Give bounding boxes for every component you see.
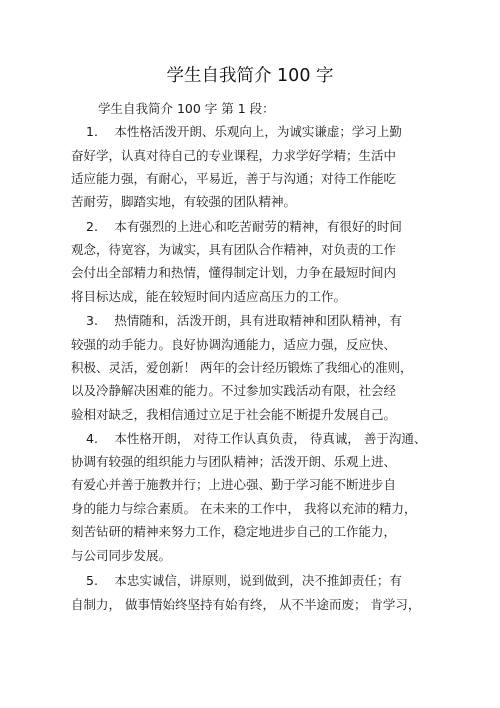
paragraph-line: 4. 本性格开朗， 对待工作认真负责， 待真诚， 善于沟通、 xyxy=(86,431,427,446)
paragraph-line: 观念，待宽容，为诚实，具有团队合作精神，对负责的工作 xyxy=(71,242,397,257)
paragraph-line: 有爱心并善于施教并行；上进心强、勤于学习能不断进步自 xyxy=(71,477,397,492)
paragraph-line: 会付出全部精力和热情，懂得制定计划，力争在最短时间内 xyxy=(71,265,397,280)
paragraph-line: 身的能力与综合素质。 在未来的工作中， 我将以充沛的精力， xyxy=(71,501,417,516)
paragraph-line: 积极、灵活，爱创新！ 两年的会计经历锻炼了我细心的准则， xyxy=(71,360,413,375)
paragraph-line: 以及冷静解决困难的能力。不过参加实践活动有限，社会经 xyxy=(71,383,397,398)
paragraph-line: 5. 本忠实诚信，讲原则，说到做到，决不推卸责任；有 xyxy=(86,573,402,588)
paragraph-line: 奋好学，认真对待自己的专业课程，力求学好学精；生活中 xyxy=(71,148,397,163)
paragraph-line: 2. 本有强烈的上进心和吃苦耐劳的精神，有很好的时间 xyxy=(86,219,402,234)
paragraph-line: 自制力， 做事情始终坚持有始有终， 从不半途而废； 肯学习， xyxy=(71,597,421,612)
paragraph-line: 与公司同步发展。 xyxy=(71,548,172,563)
paragraph-line: 1. 本性格活泼开朗、乐观向上，为诚实谦虚；学习上勤 xyxy=(86,124,402,139)
paragraph-line: 适应能力强，有耐心，平易近，善于与沟通；对待工作能吃 xyxy=(71,171,397,186)
paragraph-line: 将目标达成，能在较短时间内适应高压力的工作。 xyxy=(71,289,347,304)
paragraph-line: 3. 热情随和，活泼开朗，具有进取精神和团队精神，有 xyxy=(86,313,402,328)
paragraph-line: 较强的动手能力。良好协调沟通能力，适应力强，反应快、 xyxy=(71,337,397,352)
paragraph-line: 协调有较强的组织能力与团队精神；活泼开朗、乐观上进、 xyxy=(71,454,397,469)
paragraph-line: 苦耐劳，脚踏实地，有较强的团队精神。 xyxy=(71,194,297,209)
paragraph-line: 刻苦钻研的精神来努力工作，稳定地进步自己的工作能力， xyxy=(71,524,397,539)
document-title: 学生自我简介 100 字 xyxy=(166,66,334,86)
paragraph-line: 验相对缺乏，我相信通过立足于社会能不断提升发展自己。 xyxy=(71,407,397,422)
section-heading: 学生自我简介 100 字 第 1 段： xyxy=(98,101,275,116)
